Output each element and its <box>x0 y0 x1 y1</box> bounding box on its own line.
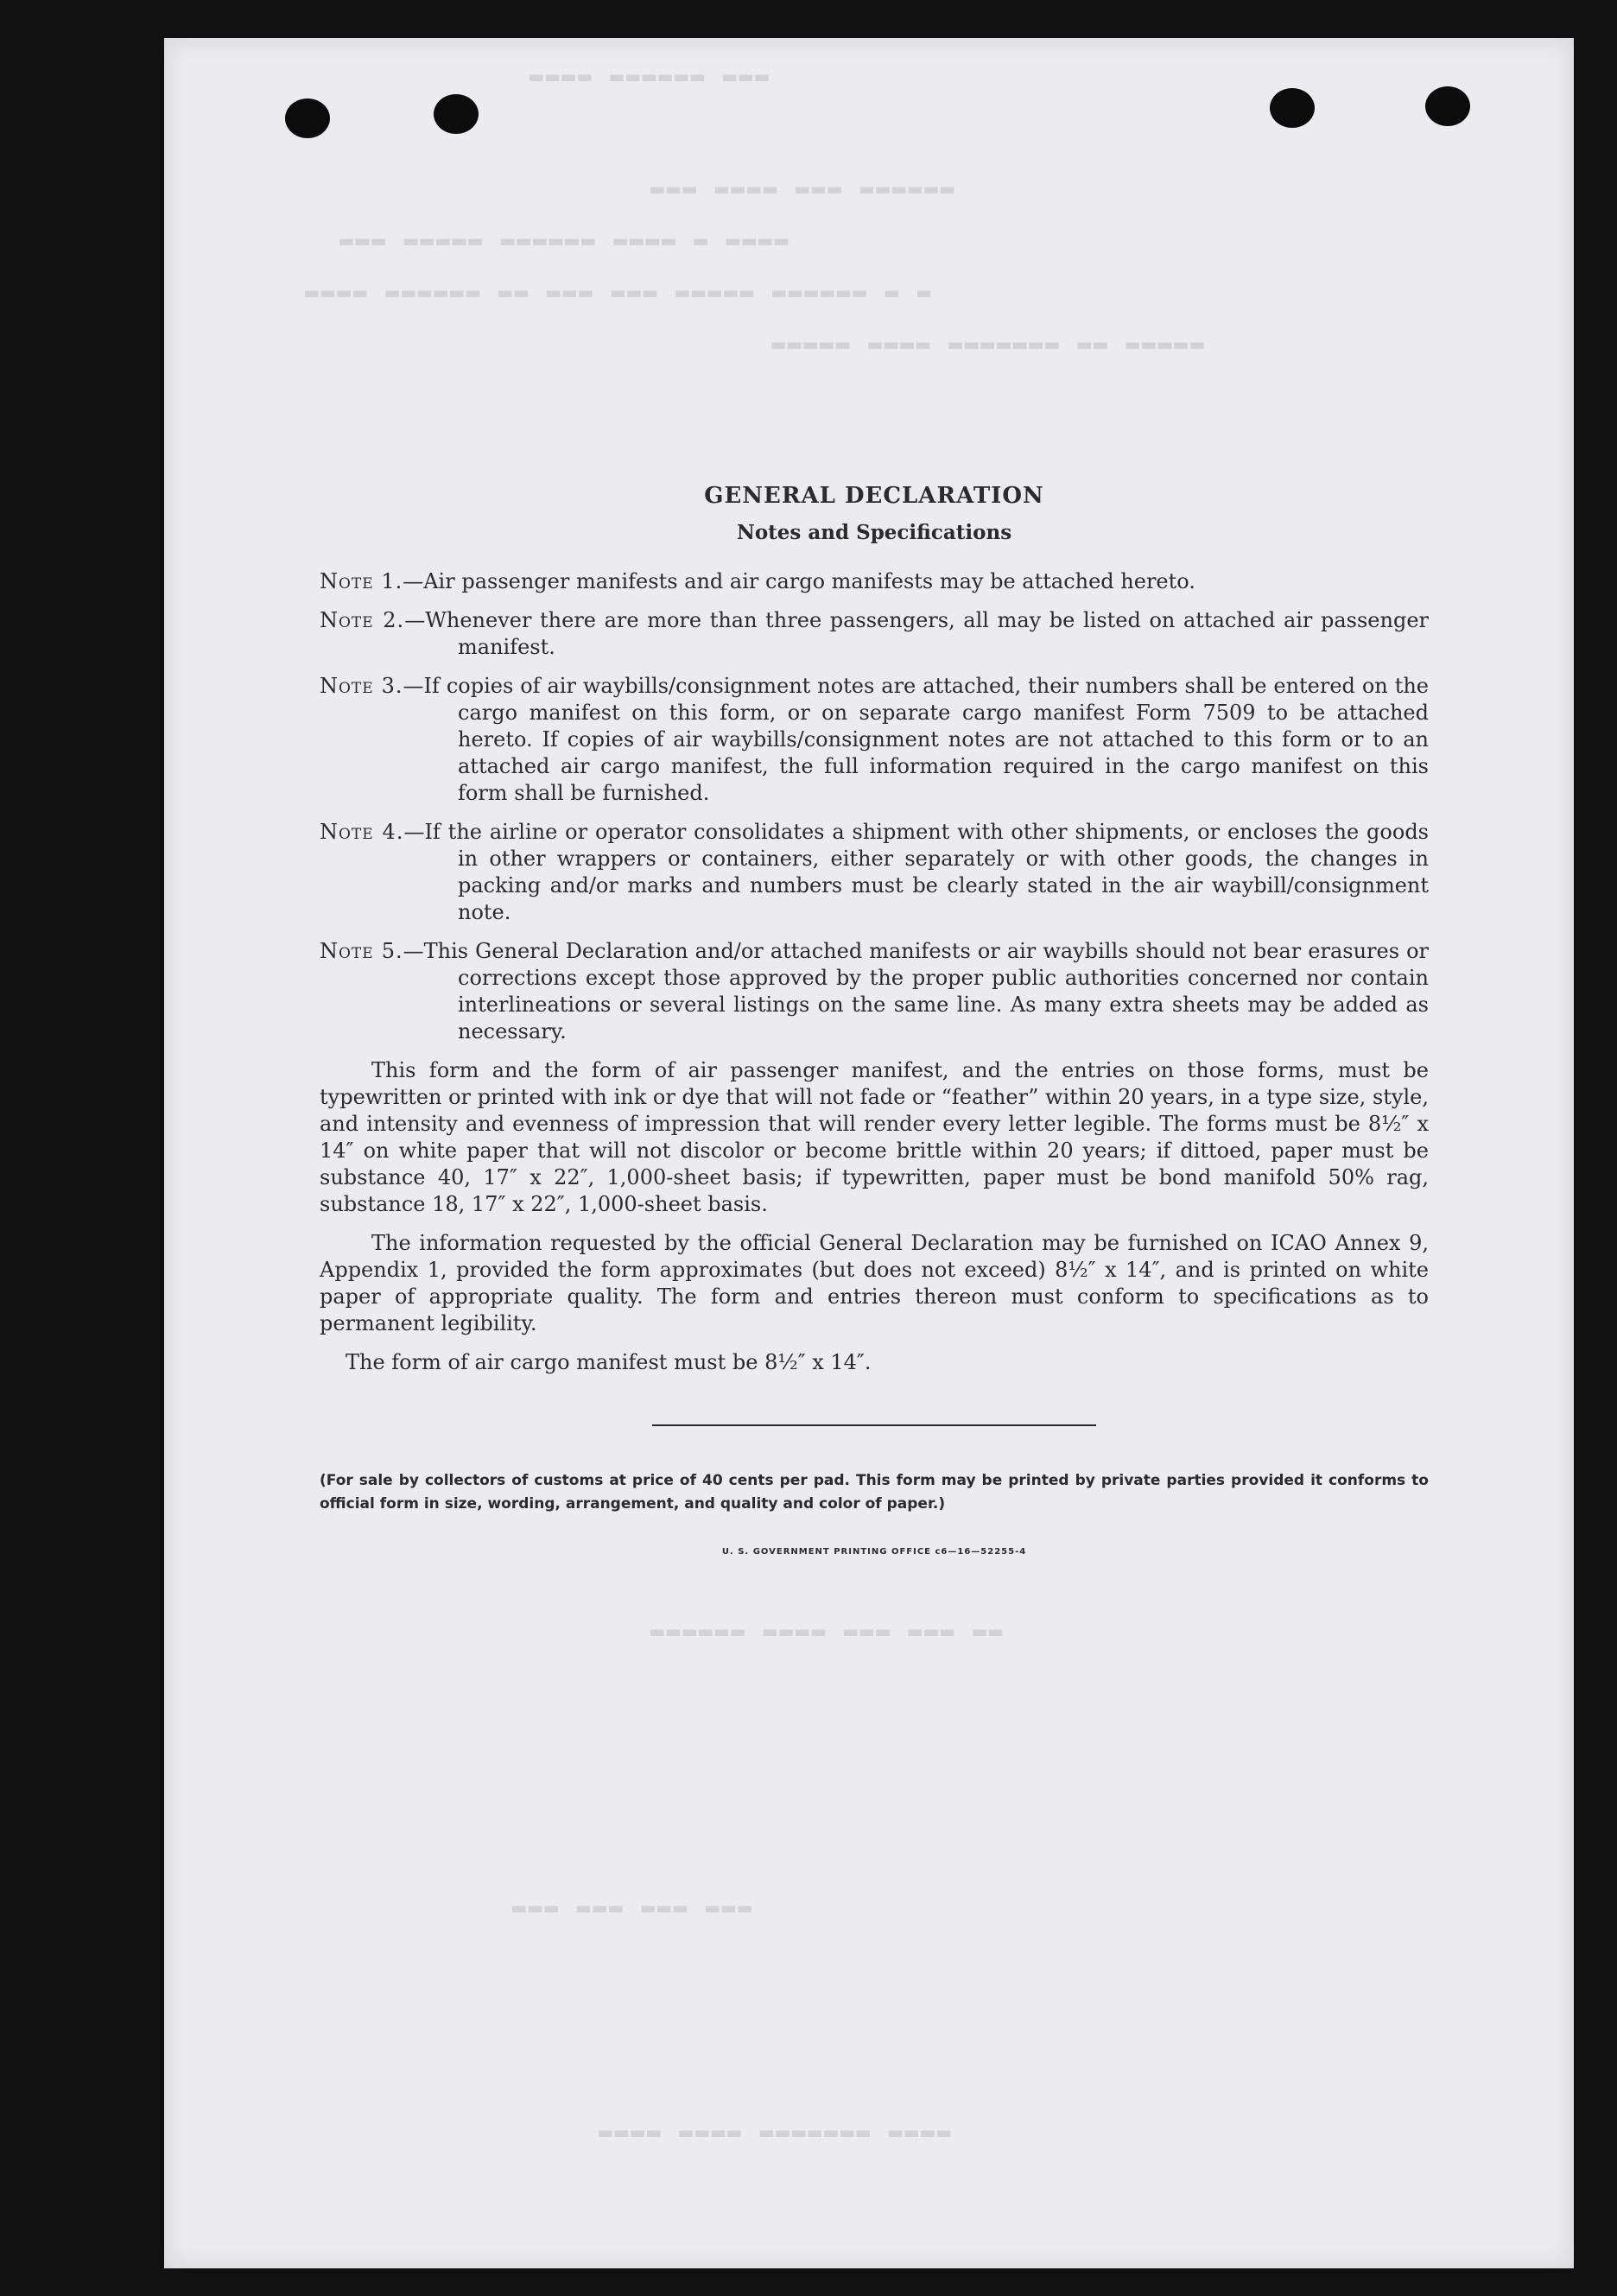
bleed-through-mark: ▬▬▬▬ ▬▬▬▬▬▬▬ ▬▬▬▬ ▬▬▬▬ <box>596 2120 951 2146</box>
punch-hole <box>285 98 330 138</box>
bleed-through-mark: ▬▬ ▬▬▬ ▬▬▬ ▬▬▬▬ ▬▬▬▬▬▬ <box>648 1619 1003 1645</box>
bleed-through-mark: ▬▬▬ ▬▬▬▬▬▬ ▬▬▬▬ <box>527 64 769 90</box>
bleed-through-mark: ▬ ▬ ▬▬▬▬▬▬ ▬▬▬▬▬ ▬▬▬ ▬▬▬ ▬▬ ▬▬▬▬▬▬ ▬▬▬▬ <box>302 280 931 306</box>
note-5 <box>320 938 1429 1045</box>
punch-hole <box>434 94 479 134</box>
note-label: Note 5. <box>320 939 403 963</box>
note-text: —This General Declaration and/or attached manifests or air waybills should not bear erasures or corrections except those approved by the proper public authorities concerned nor contain interlineations or several listings on the same line. As many extra sheets may be added as necessary. <box>403 939 1429 1043</box>
icao-paragraph: The information requested by the official General Declaration may be furnished on ICAO Annex 9, Appendix 1, provided the form approximates (but does not exceed) 8½″ x 14″, and is printed on white paper of appropriate quality. The form and entries thereon must conform to specifications as to permanent legibility. <box>320 1231 1429 1335</box>
document-page <box>164 38 1574 2268</box>
document-subtitle: Notes and Specifications <box>736 521 1012 544</box>
note-text: —Whenever there are more than three passengers, all may be listed on attached air passenger manifest. <box>404 608 1430 659</box>
note-label: Note 4. <box>320 820 404 844</box>
bleed-through-mark: ▬▬▬▬▬▬ ▬▬▬ ▬▬▬▬ ▬▬▬ <box>648 176 954 202</box>
punch-hole <box>1270 88 1315 128</box>
bleed-through-mark: ▬▬▬▬ ▬ ▬▬▬▬ ▬▬▬▬▬▬ ▬▬▬▬▬ ▬▬▬ <box>337 228 789 254</box>
note-2 <box>320 607 1429 661</box>
note-text: —If copies of air waybills/consignment notes are attached, their numbers shall be entered on the cargo manifest on this form, or on separate cargo manifest Form 7509 to be attached hereto. If copies of air waybills/consignment notes are not attached to this form or to an attached air cargo manifest, the full information required in the cargo manifest on this form shall be furnished. <box>403 674 1430 805</box>
note-text: —Air passenger manifests and air cargo manifests may be attached hereto. <box>403 569 1195 593</box>
bleed-through-mark: ▬▬▬ ▬▬▬ ▬▬▬ ▬▬▬ <box>510 1895 751 1921</box>
bleed-through-mark: ▬▬▬▬▬ ▬▬ ▬▬▬▬▬▬▬ ▬▬▬▬ ▬▬▬▬▬ <box>769 332 1204 358</box>
document-title: GENERAL DECLARATION <box>704 483 1044 509</box>
sale-note: (For sale by collectors of customs at price of 40 cents per pad. This form may be printed by private parties provided it conforms to official form in size, wording, arrangement, and quality and color of paper.) <box>320 1472 1429 1513</box>
note-label: Note 2. <box>320 608 405 632</box>
form-requirements-paragraph: This form and the form of air passenger manifest, and the entries on those forms, must be typewritten or printed with ink or dye that will not fade or “feather” within 20 years, in a type size, style, and intensity and evenness of impression that will render every letter legible. The forms must be 8½″ x 14″ on white paper that will not discolor or become brittle within 20 years; if dittoed, paper must be substance 40, 17″ x 22″, 1,000-sheet basis; if typewritten, paper must be bond manifold 50% rag, substance 18, 17″ x 22″, 1,000-sheet basis. <box>320 1058 1429 1216</box>
declaration-notes <box>320 483 1429 1557</box>
divider-rule <box>652 1424 1096 1426</box>
note-label: Note 1. <box>320 569 403 593</box>
note-4 <box>320 819 1429 926</box>
punch-hole <box>1425 86 1470 126</box>
note-3 <box>320 673 1429 807</box>
note-label: Note 3. <box>320 674 403 698</box>
cargo-manifest-size-line: The form of air cargo manifest must be 8½″ x 14″. <box>346 1350 872 1374</box>
printer-line: U. S. GOVERNMENT PRINTING OFFICE c6—16—52255-4 <box>721 1547 1027 1557</box>
note-text: —If the airline or operator consolidates a shipment with other shipments, or encloses the goods in other wrappers or containers, either separately or with other goods, the changes in packing and/or marks and numbers must be clearly stated in the air waybill/consignment note. <box>403 820 1429 924</box>
note-1 <box>320 568 1429 595</box>
